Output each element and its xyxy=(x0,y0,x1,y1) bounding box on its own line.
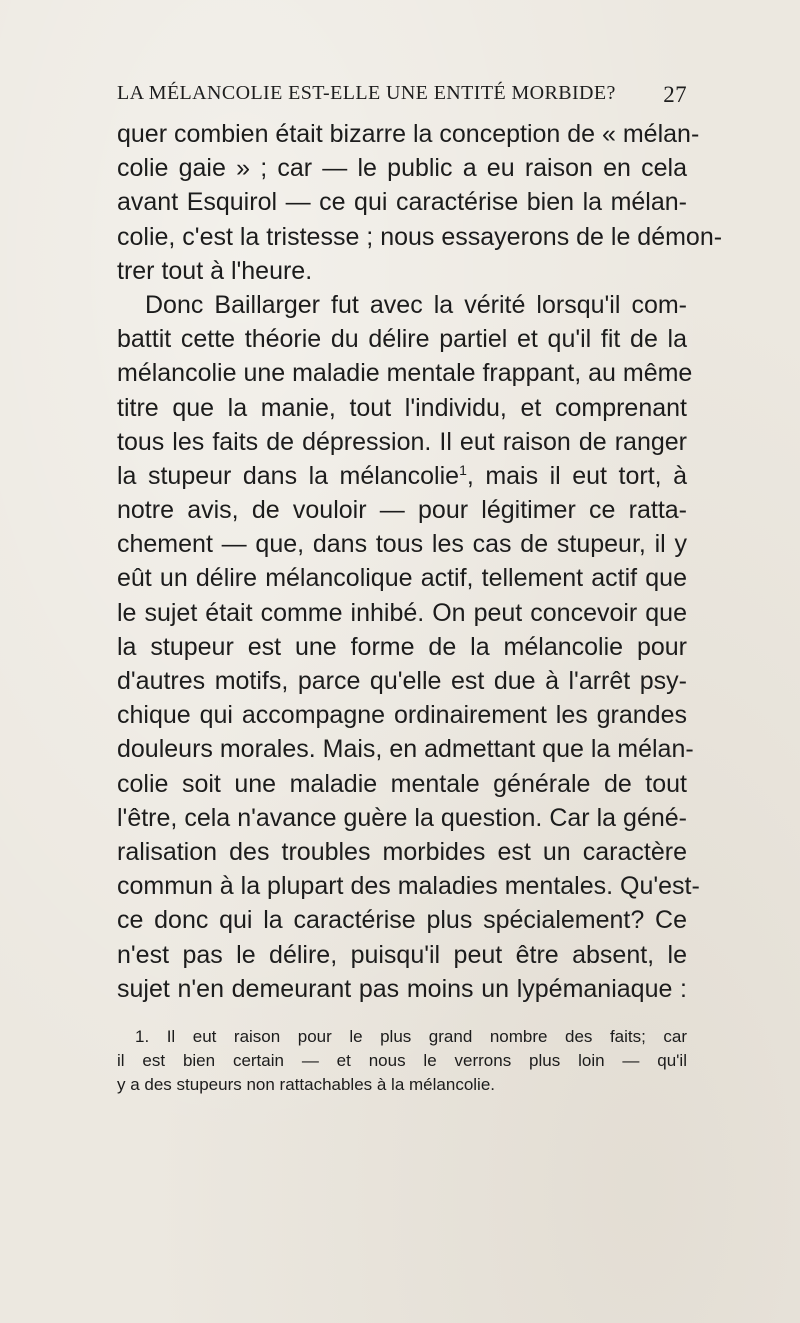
text-line: l'être, cela n'avance guère la question. Car la géné- xyxy=(117,803,687,832)
text-line: eût un délire mélancolique actif, tellement actif que xyxy=(117,564,687,593)
footnote-marker: 1 xyxy=(459,461,467,478)
text-segment: , mais il eut tort, à xyxy=(466,461,687,490)
main-text xyxy=(117,117,723,1006)
text-line: titre que la manie, tout l'individu, et comprenant xyxy=(117,393,687,422)
text-line: le sujet était comme inhibé. On peut concevoir que xyxy=(117,598,687,627)
text-line: Donc Baillarger fut avec la vérité lorsqu'il com- xyxy=(145,290,687,319)
text-line: tous les faits de dépression. Il eut raison de ranger xyxy=(117,427,687,456)
text-line: douleurs morales. Mais, en admettant que la mélan- xyxy=(117,735,694,764)
text-line: ce donc qui la caractérise plus spécialement? Ce xyxy=(117,906,687,935)
running-title: LA MÉLANCOLIE EST-ELLE UNE ENTITÉ MORBIDE? xyxy=(117,82,616,104)
text-line: notre avis, de vouloir — pour légitimer ce ratta- xyxy=(117,496,687,525)
text-segment: la stupeur dans la mélancolie xyxy=(117,461,460,490)
text-line: avant Esquirol — ce qui caractérise bien la mélan- xyxy=(117,188,687,217)
footnote-line: y a des stupeurs non rattachables à la mélancolie. xyxy=(117,1075,496,1094)
text-line: trer tout à l'heure. xyxy=(117,256,313,285)
text-line: battit cette théorie du délire partiel et qu'il fit de la xyxy=(117,325,687,354)
text-line: colie soit une maladie mentale générale de tout xyxy=(117,769,687,798)
text-line: quer combien était bizarre la conception de « mélan- xyxy=(117,120,700,148)
text-line-with-footnote xyxy=(117,459,687,493)
text-line: chement — que, dans tous les cas de stupeur, il y xyxy=(117,530,687,559)
text-line: sujet n'en demeurant pas moins un lypémaniaque : xyxy=(117,974,687,1003)
page-number: 27 xyxy=(663,82,687,107)
text-line: mélancolie une maladie mentale frappant, au même xyxy=(117,359,693,388)
footnote-line: il est bien certain — et nous le verrons plus loin — qu'il xyxy=(117,1051,687,1070)
running-header xyxy=(117,82,687,108)
text-line: n'est pas le délire, puisqu'il peut être absent, le xyxy=(117,940,687,969)
text-line: colie gaie » ; car — le public a eu raison en cela xyxy=(117,154,687,183)
footnote-line: 1. Il eut raison pour le plus grand nombre des faits; car xyxy=(135,1027,687,1046)
text-line: chique qui accompagne ordinairement les grandes xyxy=(117,701,687,730)
text-line: commun à la plupart des maladies mentales. Qu'est- xyxy=(117,872,700,901)
footnote-block xyxy=(117,1025,687,1097)
text-line: colie, c'est la tristesse ; nous essayerons de le démon- xyxy=(117,222,723,251)
text-line: d'autres motifs, parce qu'elle est due à l'arrêt psy- xyxy=(117,667,687,695)
text-line: ralisation des troubles morbides est un caractère xyxy=(117,837,687,866)
text-line: la stupeur est une forme de la mélancolie pour xyxy=(117,632,687,661)
